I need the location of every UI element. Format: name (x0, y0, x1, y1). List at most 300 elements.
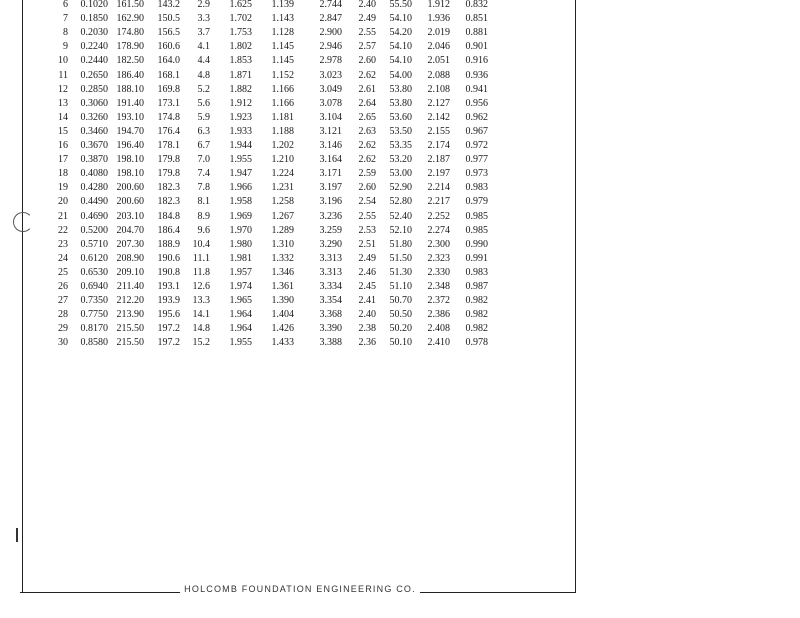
table-cell: 173.1 (157, 97, 180, 109)
table-cell: 1.404 (271, 309, 294, 321)
table-cell: 0.3460 (80, 125, 108, 137)
table-cell: 55.50 (389, 0, 412, 10)
row-number: 10 (58, 55, 68, 67)
table-cell: 51.10 (389, 281, 412, 292)
table-cell: 3.388 (319, 337, 342, 349)
table-cell: 143.2 (157, 0, 180, 10)
table-cell: 186.4 (157, 224, 180, 236)
table-cell: 0.967 (465, 125, 488, 137)
row-number: 14 (58, 111, 68, 123)
table-cell: 11.1 (192, 252, 210, 264)
table-cell: 0.978 (465, 337, 488, 349)
table-cell: 0.973 (465, 168, 488, 180)
table-cell: 0.936 (465, 69, 488, 81)
table-cell: 1.871 (229, 69, 252, 81)
table-cell: 195.6 (157, 309, 180, 321)
table-cell: 2.61 (358, 83, 376, 95)
table-cell: 1.947 (229, 168, 252, 180)
table-cell: 2.386 (427, 309, 450, 321)
table-cell: 2.187 (427, 154, 450, 166)
table-cell: 1.139 (271, 0, 294, 10)
margin-mark (16, 528, 18, 542)
table-cell: 2.55 (358, 210, 376, 222)
table-cell: 1.957 (229, 266, 252, 278)
table-cell: 190.8 (157, 266, 180, 278)
table-cell: 3.354 (319, 295, 342, 307)
table-cell: 52.40 (389, 210, 412, 222)
table-cell: 3.121 (319, 125, 342, 137)
table-cell: 14.8 (192, 323, 210, 335)
table-cell: 2.051 (427, 55, 450, 67)
table-cell: 215.50 (116, 323, 144, 335)
table-cell: 53.35 (389, 140, 412, 151)
table-cell: 182.3 (157, 196, 180, 208)
table-row (0, 153, 575, 167)
table-cell: 53.80 (389, 97, 412, 109)
table-cell: 178.90 (116, 41, 144, 53)
table-cell: 161.50 (116, 0, 144, 10)
table-cell: 0.941 (465, 83, 488, 95)
table-cell: 1.224 (271, 168, 294, 180)
table-cell: 7.8 (197, 182, 210, 194)
table-cell: 3.334 (319, 281, 342, 292)
table-cell: 0.979 (465, 196, 488, 208)
table-cell: 156.5 (157, 27, 180, 39)
row-number: 26 (58, 281, 68, 292)
table-cell: 3.313 (319, 266, 342, 278)
table-cell: 6.7 (197, 140, 210, 151)
table-cell: 2.63 (358, 125, 376, 137)
table-row (0, 280, 575, 294)
table-cell: 0.983 (465, 182, 488, 194)
table-cell: 2.408 (427, 323, 450, 335)
table-cell: 2.214 (427, 182, 450, 194)
table-cell: 2.45 (358, 281, 376, 292)
table-cell: 1.964 (229, 323, 252, 335)
table-cell: 53.60 (389, 111, 412, 123)
table-cell: 2.64 (358, 97, 376, 109)
table-cell: 3.164 (319, 154, 342, 166)
table-row (0, 322, 575, 336)
page-border-bottom-right (420, 592, 576, 593)
table-cell: 2.348 (427, 281, 450, 292)
table-cell: 2.323 (427, 252, 450, 264)
row-number: 9 (63, 41, 68, 53)
table-cell: 0.982 (465, 309, 488, 321)
table-cell: 0.3870 (80, 154, 108, 166)
table-cell: 1.188 (271, 125, 294, 137)
table-cell: 1.210 (271, 154, 294, 166)
table-cell: 53.50 (389, 125, 412, 137)
table-cell: 1.166 (271, 97, 294, 109)
table-cell: 54.10 (389, 13, 412, 25)
table-cell: 2.108 (427, 83, 450, 95)
table-row (0, 266, 575, 280)
table-cell: 53.20 (389, 154, 412, 166)
table-cell: 2.217 (427, 196, 450, 208)
table-cell: 3.078 (319, 97, 342, 109)
table-cell: 0.2440 (80, 55, 108, 67)
table-cell: 0.1850 (80, 13, 108, 25)
table-cell: 1.267 (271, 210, 294, 222)
row-number: 21 (58, 210, 68, 222)
table-cell: 1.980 (229, 238, 252, 250)
table-row (0, 195, 575, 209)
table-cell: 2.65 (358, 111, 376, 123)
table-cell: 186.40 (116, 69, 144, 81)
table-row (0, 26, 575, 40)
table-cell: 2.410 (427, 337, 450, 349)
table-cell: 1.202 (271, 140, 294, 151)
table-cell: 209.10 (116, 266, 144, 278)
table-cell: 0.881 (465, 27, 488, 39)
table-cell: 213.90 (116, 309, 144, 321)
table-cell: 2.142 (427, 111, 450, 123)
table-cell: 2.252 (427, 210, 450, 222)
table-cell: 0.916 (465, 55, 488, 67)
table-cell: 2.978 (319, 55, 342, 67)
table-cell: 50.20 (389, 323, 412, 335)
table-cell: 50.10 (389, 337, 412, 349)
table-cell: 197.2 (157, 323, 180, 335)
table-cell: 193.9 (157, 295, 180, 307)
table-cell: 182.3 (157, 182, 180, 194)
table-cell: 1.152 (271, 69, 294, 81)
table-cell: 5.6 (197, 97, 210, 109)
table-cell: 7.4 (197, 168, 210, 180)
table-row (0, 238, 575, 252)
table-row (0, 210, 575, 224)
table-cell: 52.80 (389, 196, 412, 208)
table-cell: 0.6120 (80, 252, 108, 264)
table-cell: 2.40 (358, 0, 376, 10)
table-cell: 3.390 (319, 323, 342, 335)
table-cell: 176.4 (157, 125, 180, 137)
table-cell: 3.7 (197, 27, 210, 39)
table-cell: 54.10 (389, 55, 412, 67)
table-cell: 1.332 (271, 252, 294, 264)
table-cell: 184.8 (157, 210, 180, 222)
table-cell: 50.70 (389, 295, 412, 307)
table-cell: 2.49 (358, 252, 376, 264)
table-cell: 1.289 (271, 224, 294, 236)
table-cell: 198.10 (116, 168, 144, 180)
table-cell: 1.964 (229, 309, 252, 321)
table-cell: 1.181 (271, 111, 294, 123)
table-row (0, 0, 575, 12)
table-cell: 3.368 (319, 309, 342, 321)
table-cell: 1.955 (229, 154, 252, 166)
table-cell: 52.10 (389, 224, 412, 236)
row-number: 23 (58, 238, 68, 250)
table-cell: 3.290 (319, 238, 342, 250)
table-cell: 2.9 (197, 0, 210, 10)
table-cell: 2.36 (358, 337, 376, 349)
table-cell: 194.70 (116, 125, 144, 137)
table-cell: 2.54 (358, 196, 376, 208)
table-cell: 0.6940 (80, 281, 108, 292)
table-cell: 52.90 (389, 182, 412, 194)
table-cell: 2.330 (427, 266, 450, 278)
table-cell: 1.923 (229, 111, 252, 123)
row-number: 13 (58, 97, 68, 109)
row-number: 12 (58, 83, 68, 95)
table-cell: 50.50 (389, 309, 412, 321)
table-cell: 2.62 (358, 69, 376, 81)
table-cell: 1.310 (271, 238, 294, 250)
table-cell: 0.2650 (80, 69, 108, 81)
table-cell: 2.197 (427, 168, 450, 180)
table-cell: 0.1020 (80, 0, 108, 10)
table-cell: 193.1 (157, 281, 180, 292)
row-number: 18 (58, 168, 68, 180)
row-number: 16 (58, 140, 68, 151)
table-cell: 51.80 (389, 238, 412, 250)
table-cell: 2.300 (427, 238, 450, 250)
row-number: 28 (58, 309, 68, 321)
table-cell: 2.744 (319, 0, 342, 10)
table-cell: 53.00 (389, 168, 412, 180)
table-cell: 0.901 (465, 41, 488, 53)
table-cell: 3.313 (319, 252, 342, 264)
table-cell: 0.982 (465, 323, 488, 335)
table-cell: 164.0 (157, 55, 180, 67)
table-cell: 1.955 (229, 337, 252, 349)
table-cell: 3.023 (319, 69, 342, 81)
table-cell: 14.1 (192, 309, 210, 321)
table-cell: 200.60 (116, 182, 144, 194)
table-cell: 1.912 (427, 0, 450, 10)
company-footer: HOLCOMB FOUNDATION ENGINEERING CO. (184, 584, 416, 594)
table-cell: 0.5710 (80, 238, 108, 250)
table-cell: 4.4 (197, 55, 210, 67)
table-cell: 1.981 (229, 252, 252, 264)
table-cell: 54.00 (389, 69, 412, 81)
table-cell: 190.6 (157, 252, 180, 264)
table-cell: 0.5200 (80, 224, 108, 236)
table-cell: 1.231 (271, 182, 294, 194)
table-cell: 1.702 (229, 13, 252, 25)
table-cell: 212.20 (116, 295, 144, 307)
table-cell: 196.40 (116, 140, 144, 151)
table-cell: 3.171 (319, 168, 342, 180)
table-cell: 207.30 (116, 238, 144, 250)
table-cell: 7.0 (197, 154, 210, 166)
table-cell: 178.1 (157, 140, 180, 151)
table-cell: 1.974 (229, 281, 252, 292)
row-number: 17 (58, 154, 68, 166)
table-cell: 174.8 (157, 111, 180, 123)
table-cell: 0.4490 (80, 196, 108, 208)
table-cell: 1.346 (271, 266, 294, 278)
table-cell: 2.60 (358, 182, 376, 194)
table-cell: 2.372 (427, 295, 450, 307)
table-cell: 4.1 (197, 41, 210, 53)
table-cell: 1.936 (427, 13, 450, 25)
table-cell: 0.3260 (80, 111, 108, 123)
table-cell: 9.6 (197, 224, 210, 236)
table-cell: 2.51 (358, 238, 376, 250)
table-cell: 13.3 (192, 295, 210, 307)
table-cell: 182.50 (116, 55, 144, 67)
table-cell: 0.7750 (80, 309, 108, 321)
table-row (0, 111, 575, 125)
row-number: 24 (58, 252, 68, 264)
table-cell: 3.236 (319, 210, 342, 222)
table-cell: 197.2 (157, 337, 180, 349)
table-cell: 1.933 (229, 125, 252, 137)
table-cell: 12.6 (192, 281, 210, 292)
table-cell: 0.985 (465, 210, 488, 222)
table-cell: 0.972 (465, 140, 488, 151)
table-cell: 1.426 (271, 323, 294, 335)
table-cell: 15.2 (192, 337, 210, 349)
table-cell: 2.40 (358, 309, 376, 321)
table-cell: 179.8 (157, 168, 180, 180)
table-cell: 2.53 (358, 224, 376, 236)
table-cell: 162.90 (116, 13, 144, 25)
table-cell: 0.832 (465, 0, 488, 10)
row-number: 30 (58, 337, 68, 349)
table-cell: 2.088 (427, 69, 450, 81)
table-row (0, 252, 575, 266)
table-cell: 2.46 (358, 266, 376, 278)
table-cell: 169.8 (157, 83, 180, 95)
table-cell: 3.197 (319, 182, 342, 194)
table-cell: 2.847 (319, 13, 342, 25)
table-cell: 0.2240 (80, 41, 108, 53)
table-cell: 200.60 (116, 196, 144, 208)
table-cell: 193.10 (116, 111, 144, 123)
table-cell: 150.5 (157, 13, 180, 25)
table-cell: 1.143 (271, 13, 294, 25)
table-cell: 1.433 (271, 337, 294, 349)
table-cell: 54.10 (389, 41, 412, 53)
table-cell: 1.258 (271, 196, 294, 208)
table-row (0, 12, 575, 26)
table-cell: 0.983 (465, 266, 488, 278)
table-cell: 3.196 (319, 196, 342, 208)
table-cell: 1.390 (271, 295, 294, 307)
table-cell: 2.62 (358, 154, 376, 166)
table-cell: 2.155 (427, 125, 450, 137)
table-cell: 2.900 (319, 27, 342, 39)
table-cell: 0.8170 (80, 323, 108, 335)
table-cell: 1.969 (229, 210, 252, 222)
table-cell: 54.20 (389, 27, 412, 39)
table-cell: 0.2850 (80, 83, 108, 95)
table-cell: 208.90 (116, 252, 144, 264)
table-cell: 51.30 (389, 266, 412, 278)
table-cell: 3.259 (319, 224, 342, 236)
table-row (0, 308, 575, 322)
table-cell: 5.9 (197, 111, 210, 123)
table-cell: 0.4080 (80, 168, 108, 180)
row-number: 15 (58, 125, 68, 137)
table-cell: 2.41 (358, 295, 376, 307)
table-cell: 1.145 (271, 55, 294, 67)
table-cell: 0.977 (465, 154, 488, 166)
table-cell: 1.882 (229, 83, 252, 95)
table-cell: 211.40 (116, 281, 144, 292)
table-row (0, 167, 575, 181)
row-number: 27 (58, 295, 68, 307)
table-cell: 0.8580 (80, 337, 108, 349)
table-cell: 51.50 (389, 252, 412, 264)
table-cell: 160.6 (157, 41, 180, 53)
row-number: 20 (58, 196, 68, 208)
table-cell: 3.104 (319, 111, 342, 123)
table-cell: 5.2 (197, 83, 210, 95)
table-cell: 188.9 (157, 238, 180, 250)
table-row (0, 139, 575, 153)
row-number: 7 (63, 13, 68, 25)
table-cell: 1.853 (229, 55, 252, 67)
table-cell: 1.970 (229, 224, 252, 236)
table-cell: 1.912 (229, 97, 252, 109)
table-cell: 1.128 (271, 27, 294, 39)
table-cell: 2.046 (427, 41, 450, 53)
table-cell: 203.10 (116, 210, 144, 222)
table-cell: 3.3 (197, 13, 210, 25)
table-row (0, 224, 575, 238)
table-cell: 10.4 (192, 238, 210, 250)
table-cell: 1.958 (229, 196, 252, 208)
table-cell: 2.62 (358, 140, 376, 151)
row-number: 22 (58, 224, 68, 236)
table-cell: 8.1 (197, 196, 210, 208)
table-cell: 3.146 (319, 140, 342, 151)
table-cell: 0.956 (465, 97, 488, 109)
table-cell: 168.1 (157, 69, 180, 81)
table-row (0, 97, 575, 111)
table-cell: 1.625 (229, 0, 252, 10)
table-cell: 2.60 (358, 55, 376, 67)
table-row (0, 69, 575, 83)
row-number: 6 (63, 0, 68, 10)
table-cell: 2.49 (358, 13, 376, 25)
table-cell: 0.962 (465, 111, 488, 123)
table-cell: 2.174 (427, 140, 450, 151)
table-cell: 191.40 (116, 97, 144, 109)
page-border-bottom-left (20, 592, 180, 593)
table-cell: 53.80 (389, 83, 412, 95)
row-number: 25 (58, 266, 68, 278)
table-cell: 2.019 (427, 27, 450, 39)
page-border-right (575, 0, 576, 592)
table-row (0, 181, 575, 195)
table-cell: 2.59 (358, 168, 376, 180)
table-cell: 0.6530 (80, 266, 108, 278)
table-cell: 2.57 (358, 41, 376, 53)
row-number: 8 (63, 27, 68, 39)
table-cell: 204.70 (116, 224, 144, 236)
row-number: 11 (58, 69, 68, 81)
table-cell: 1.166 (271, 83, 294, 95)
table-cell: 2.55 (358, 27, 376, 39)
table-cell: 188.10 (116, 83, 144, 95)
table-row (0, 54, 575, 68)
table-cell: 6.3 (197, 125, 210, 137)
table-cell: 2.274 (427, 224, 450, 236)
table-cell: 0.3060 (80, 97, 108, 109)
table-row (0, 40, 575, 54)
table-cell: 1.145 (271, 41, 294, 53)
table-row (0, 83, 575, 97)
table-cell: 1.753 (229, 27, 252, 39)
table-cell: 0.2030 (80, 27, 108, 39)
table-cell: 1.361 (271, 281, 294, 292)
